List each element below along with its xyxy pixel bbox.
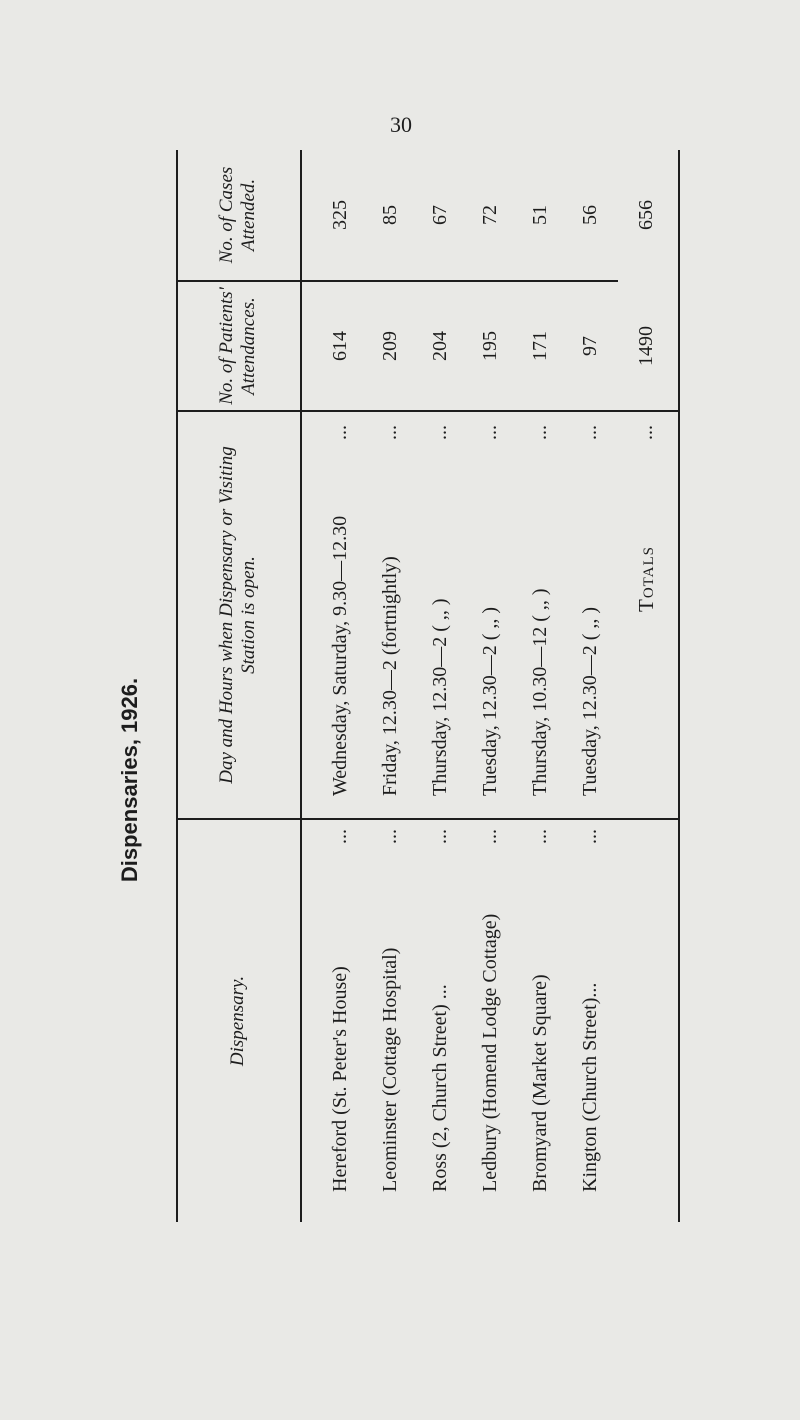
dispensary-name: Ledbury (Homend Lodge Cottage) [478, 913, 501, 1192]
opening-hours: Thursday, 10.30—12 ( ,, ) [528, 588, 551, 796]
total-cases-attended: 656 [634, 200, 657, 230]
dispensary-name: Bromyard (Market Square) [528, 974, 551, 1192]
name-leader-dots: ... [528, 829, 551, 844]
opening-hours: Wednesday, Saturday, 9.30—12.30 [328, 515, 351, 796]
table-bottom-rule [678, 150, 680, 1222]
opening-hours: Friday, 12.30—2 (fortnightly) [378, 556, 401, 796]
dispensary-name: Kington (Church Street)... [578, 982, 601, 1192]
total-patients-attendances: 1490 [634, 326, 657, 366]
cases-attended: 85 [378, 205, 401, 225]
hours-leader-dots: ... [528, 425, 551, 440]
hours-leader-dots: ... [378, 425, 401, 440]
table-row [316, 150, 364, 1222]
patients-attendances: 204 [428, 331, 451, 361]
header-hours: Day and Hours when Dispensary or Visiting Station is open. [216, 446, 259, 784]
opening-hours: Tuesday, 12.30—2 ( ,, ) [478, 606, 501, 796]
name-leader-dots: ... [478, 829, 501, 844]
opening-hours: Tuesday, 12.30—2 ( ,, ) [578, 606, 601, 796]
patients-attendances: 209 [378, 331, 401, 361]
table-row [416, 150, 464, 1222]
totals-label: Totals [633, 546, 658, 612]
cases-attended: 325 [328, 200, 351, 230]
dispensary-name: Ross (2, Church Street) ... [428, 984, 451, 1192]
cases-attended: 51 [528, 205, 551, 225]
hours-leader-dots: ... [478, 425, 501, 440]
cases-attended: 67 [428, 205, 451, 225]
table-row [466, 150, 514, 1222]
header-patients: No. of Patients' Attendances. [216, 287, 259, 405]
dispensary-name: Hereford (St. Peter's House) [328, 966, 351, 1192]
hours-leader-dots: ... [578, 425, 601, 440]
totals-row [622, 150, 670, 1222]
running-title: Dispensaries, 1926. [117, 677, 142, 883]
patients-attendances: 171 [528, 331, 551, 361]
table-row [366, 150, 414, 1222]
dispensary-name: Leominster (Cottage Hospital) [378, 947, 401, 1192]
patients-attendances: 614 [328, 331, 351, 361]
hours-leader-dots: ... [428, 425, 451, 440]
hours-leader-dots: ... [328, 425, 351, 440]
name-leader-dots: ... [428, 829, 451, 844]
table-row [566, 150, 614, 1222]
name-leader-dots: ... [328, 829, 351, 844]
header-cases: No. of Cases Attended. [216, 166, 259, 264]
patients-attendances: 97 [578, 336, 601, 356]
totals-leader-dots: ... [634, 425, 657, 440]
table-row [516, 150, 564, 1222]
dispensary-table [176, 150, 680, 1222]
patients-attendances: 195 [478, 331, 501, 361]
cases-attended: 56 [578, 205, 601, 225]
page-number: 30 [390, 112, 412, 137]
cases-attended: 72 [478, 205, 501, 225]
header-dispensary: Dispensary. [227, 975, 249, 1067]
name-leader-dots: ... [578, 829, 601, 844]
header-bottom-rule [300, 150, 302, 1222]
name-leader-dots: ... [378, 829, 401, 844]
opening-hours: Thursday, 12.30—2 ( ,, ) [428, 598, 451, 796]
